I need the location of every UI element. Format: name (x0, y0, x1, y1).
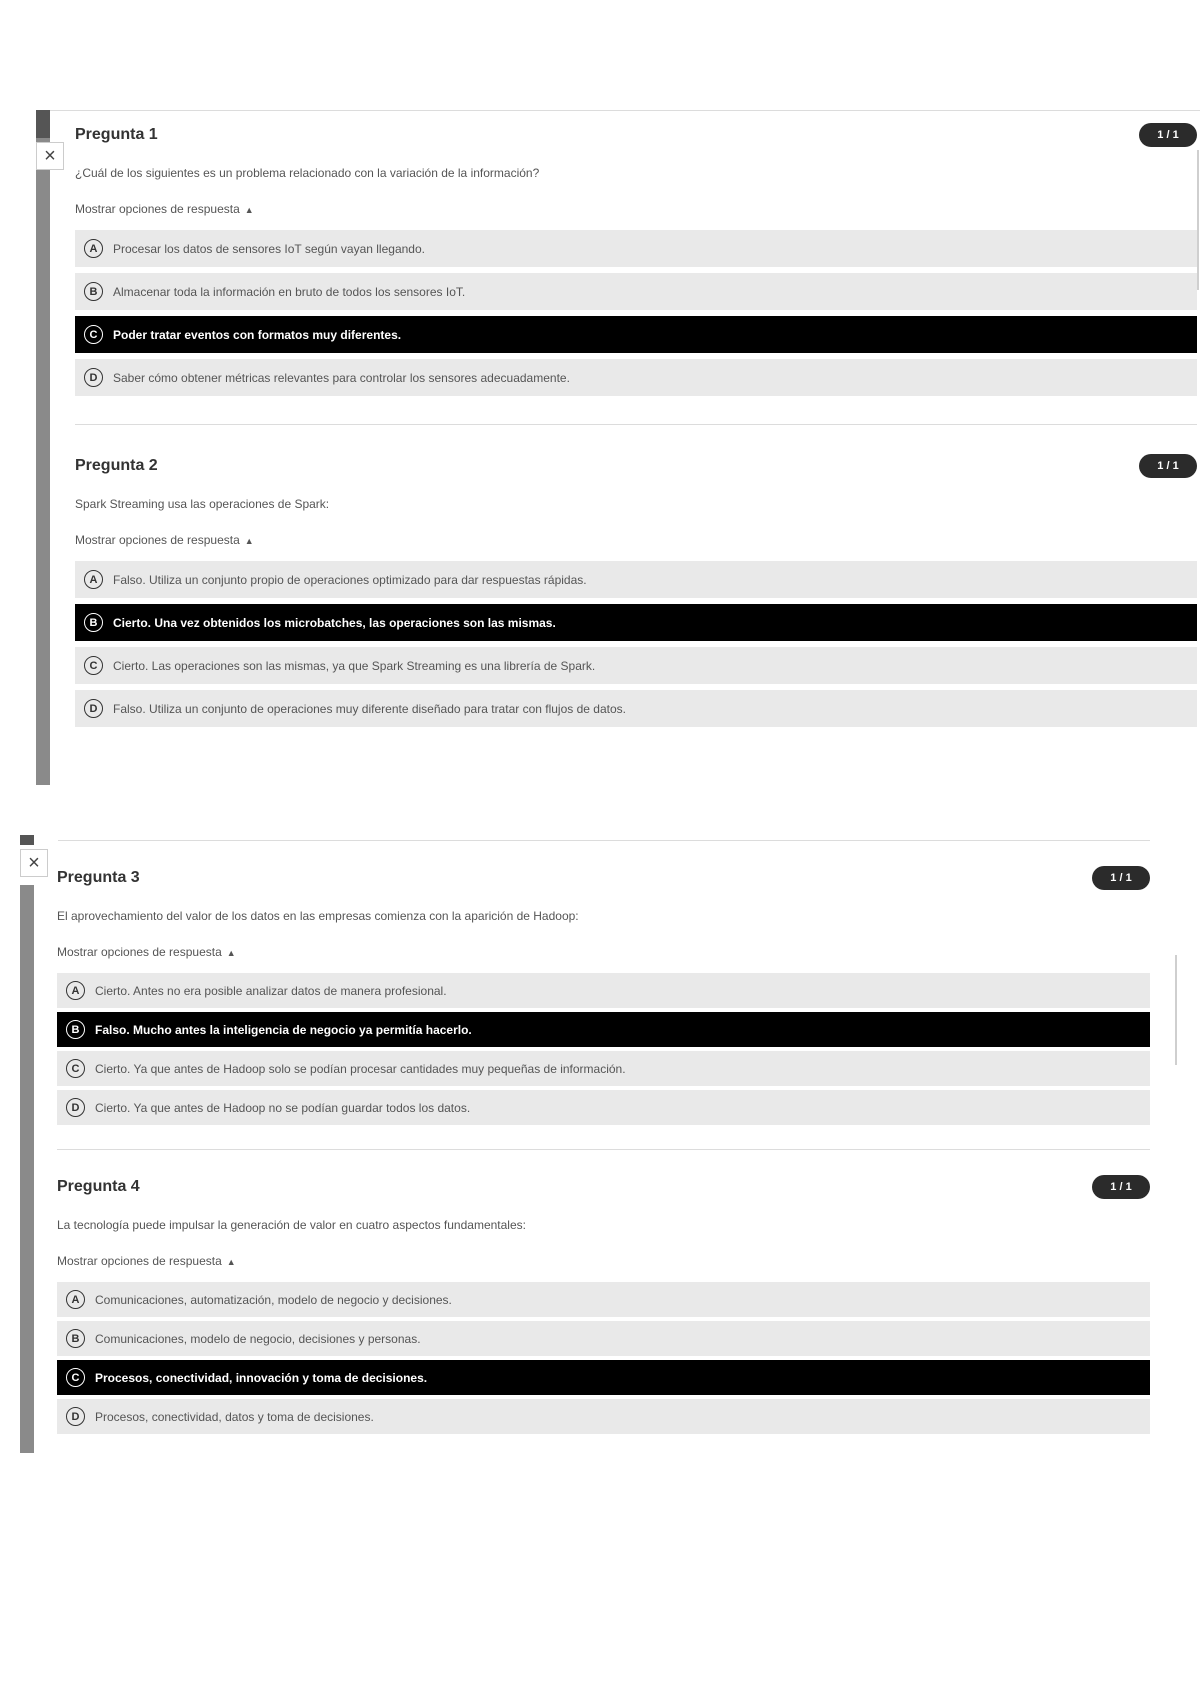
option-letter-icon: C (66, 1368, 85, 1387)
toggle-label: Mostrar opciones de respuesta (57, 1254, 222, 1268)
close-button[interactable] (20, 849, 48, 877)
option-letter-icon: D (66, 1098, 85, 1117)
scrollbar[interactable] (1197, 150, 1199, 290)
option-letter-icon: D (84, 699, 103, 718)
question-title: Pregunta 4 (57, 1178, 140, 1195)
option-text: Falso. Utiliza un conjunto propio de operaciones optimizado para dar respuestas rápidas. (113, 572, 587, 587)
show-options-toggle[interactable] (57, 945, 236, 959)
divider (58, 840, 1150, 841)
question-title: Pregunta 2 (75, 457, 158, 474)
option-text: Falso. Utiliza un conjunto de operaciones muy diferente diseñado para tratar con flujos de datos. (113, 701, 626, 716)
answer-options (57, 973, 1150, 1125)
chevron-up-icon: ▲ (244, 205, 254, 215)
option-text: Cierto. Las operaciones son las mismas, ya que Spark Streaming es una librería de Spark. (113, 658, 596, 673)
answer-option-d[interactable] (75, 359, 1197, 396)
toggle-label: Mostrar opciones de respuesta (75, 533, 240, 547)
option-text: Procesos, conectividad, datos y toma de decisiones. (95, 1409, 374, 1424)
answer-option-d[interactable] (57, 1090, 1150, 1125)
rail-tab (36, 110, 50, 138)
answer-option-b[interactable] (57, 1321, 1150, 1356)
option-letter-icon: D (66, 1407, 85, 1426)
question-text: La tecnología puede impulsar la generación de valor en cuatro aspectos fundamentales: (57, 1218, 526, 1232)
answer-option-d[interactable] (57, 1399, 1150, 1434)
close-icon: × (44, 145, 56, 167)
option-text: Procesos, conectividad, innovación y toma de decisiones. (95, 1370, 428, 1385)
answer-options (57, 1282, 1150, 1434)
side-rail (20, 885, 34, 1453)
answer-option-a[interactable] (75, 561, 1197, 598)
question-2 (75, 453, 1197, 727)
toggle-label: Mostrar opciones de respuesta (57, 945, 222, 959)
option-text: Cierto. Una vez obtenidos los microbatches, las operaciones son las mismas. (113, 615, 556, 630)
question-text: ¿Cuál de los siguientes es un problema relacionado con la variación de la información? (75, 166, 540, 180)
option-letter-icon: B (84, 282, 103, 301)
answer-option-c[interactable] (57, 1360, 1150, 1395)
chevron-up-icon: ▲ (226, 948, 236, 958)
option-text: Cierto. Antes no era posible analizar datos de manera profesional. (95, 983, 447, 998)
answer-option-a[interactable] (75, 230, 1197, 267)
toggle-label: Mostrar opciones de respuesta (75, 202, 240, 216)
answer-options (75, 230, 1197, 396)
answer-option-c[interactable] (75, 316, 1197, 353)
scrollbar[interactable] (1175, 955, 1177, 1065)
question-list (57, 865, 1150, 1438)
question-title: Pregunta 3 (57, 869, 140, 886)
option-text: Falso. Mucho antes la inteligencia de negocio ya permitía hacerlo. (95, 1022, 472, 1037)
option-letter-icon: C (84, 656, 103, 675)
answer-option-b[interactable] (75, 273, 1197, 310)
question-list (75, 122, 1197, 733)
option-text: Almacenar toda la información en bruto de todos los sensores IoT. (113, 284, 466, 299)
show-options-toggle[interactable] (75, 202, 254, 216)
question-1 (75, 122, 1197, 396)
option-letter-icon: A (84, 239, 103, 258)
option-letter-icon: B (66, 1329, 85, 1348)
option-letter-icon: A (84, 570, 103, 589)
option-letter-icon: C (66, 1059, 85, 1078)
option-letter-icon: C (84, 325, 103, 344)
side-rail (36, 110, 50, 785)
question-title: Pregunta 1 (75, 126, 158, 143)
close-icon: × (28, 852, 40, 874)
quiz-screenshot-1 (36, 110, 1200, 785)
answer-option-a[interactable] (57, 1282, 1150, 1317)
option-letter-icon: B (66, 1020, 85, 1039)
chevron-up-icon: ▲ (244, 536, 254, 546)
option-text: Comunicaciones, modelo de negocio, decisiones y personas. (95, 1331, 421, 1346)
option-letter-icon: A (66, 1290, 85, 1309)
option-text: Comunicaciones, automatización, modelo de negocio y decisiones. (95, 1292, 452, 1307)
answer-option-a[interactable] (57, 973, 1150, 1008)
quiz-screenshot-2 (20, 835, 1150, 1453)
option-letter-icon: D (84, 368, 103, 387)
show-options-toggle[interactable] (75, 533, 254, 547)
score-badge: 1 / 1 (1139, 454, 1197, 478)
score-badge: 1 / 1 (1092, 866, 1150, 890)
answer-options (75, 561, 1197, 727)
answer-option-c[interactable] (75, 647, 1197, 684)
divider (57, 1149, 1150, 1150)
option-text: Saber cómo obtener métricas relevantes para controlar los sensores adecuadamente. (113, 370, 570, 385)
score-badge: 1 / 1 (1139, 123, 1197, 147)
option-text: Poder tratar eventos con formatos muy diferentes. (113, 327, 402, 342)
show-options-toggle[interactable] (57, 1254, 236, 1268)
option-text: Cierto. Ya que antes de Hadoop no se podían guardar todos los datos. (95, 1100, 471, 1115)
question-3 (57, 865, 1150, 1125)
close-button[interactable] (36, 142, 64, 170)
option-letter-icon: A (66, 981, 85, 1000)
score-badge: 1 / 1 (1092, 1175, 1150, 1199)
divider (75, 424, 1197, 425)
answer-option-b[interactable] (57, 1012, 1150, 1047)
answer-option-b[interactable] (75, 604, 1197, 641)
option-text: Procesar los datos de sensores IoT según vayan llegando. (113, 241, 425, 256)
rail-tab (20, 835, 34, 845)
chevron-up-icon: ▲ (226, 1257, 236, 1267)
answer-option-d[interactable] (75, 690, 1197, 727)
question-text: El aprovechamiento del valor de los datos en las empresas comienza con la aparición de Hadoop: (57, 909, 579, 923)
divider (36, 110, 1200, 111)
option-letter-icon: B (84, 613, 103, 632)
question-4 (57, 1174, 1150, 1434)
question-text: Spark Streaming usa las operaciones de Spark: (75, 497, 330, 511)
answer-option-c[interactable] (57, 1051, 1150, 1086)
option-text: Cierto. Ya que antes de Hadoop solo se podían procesar cantidades muy pequeñas de información. (95, 1061, 626, 1076)
